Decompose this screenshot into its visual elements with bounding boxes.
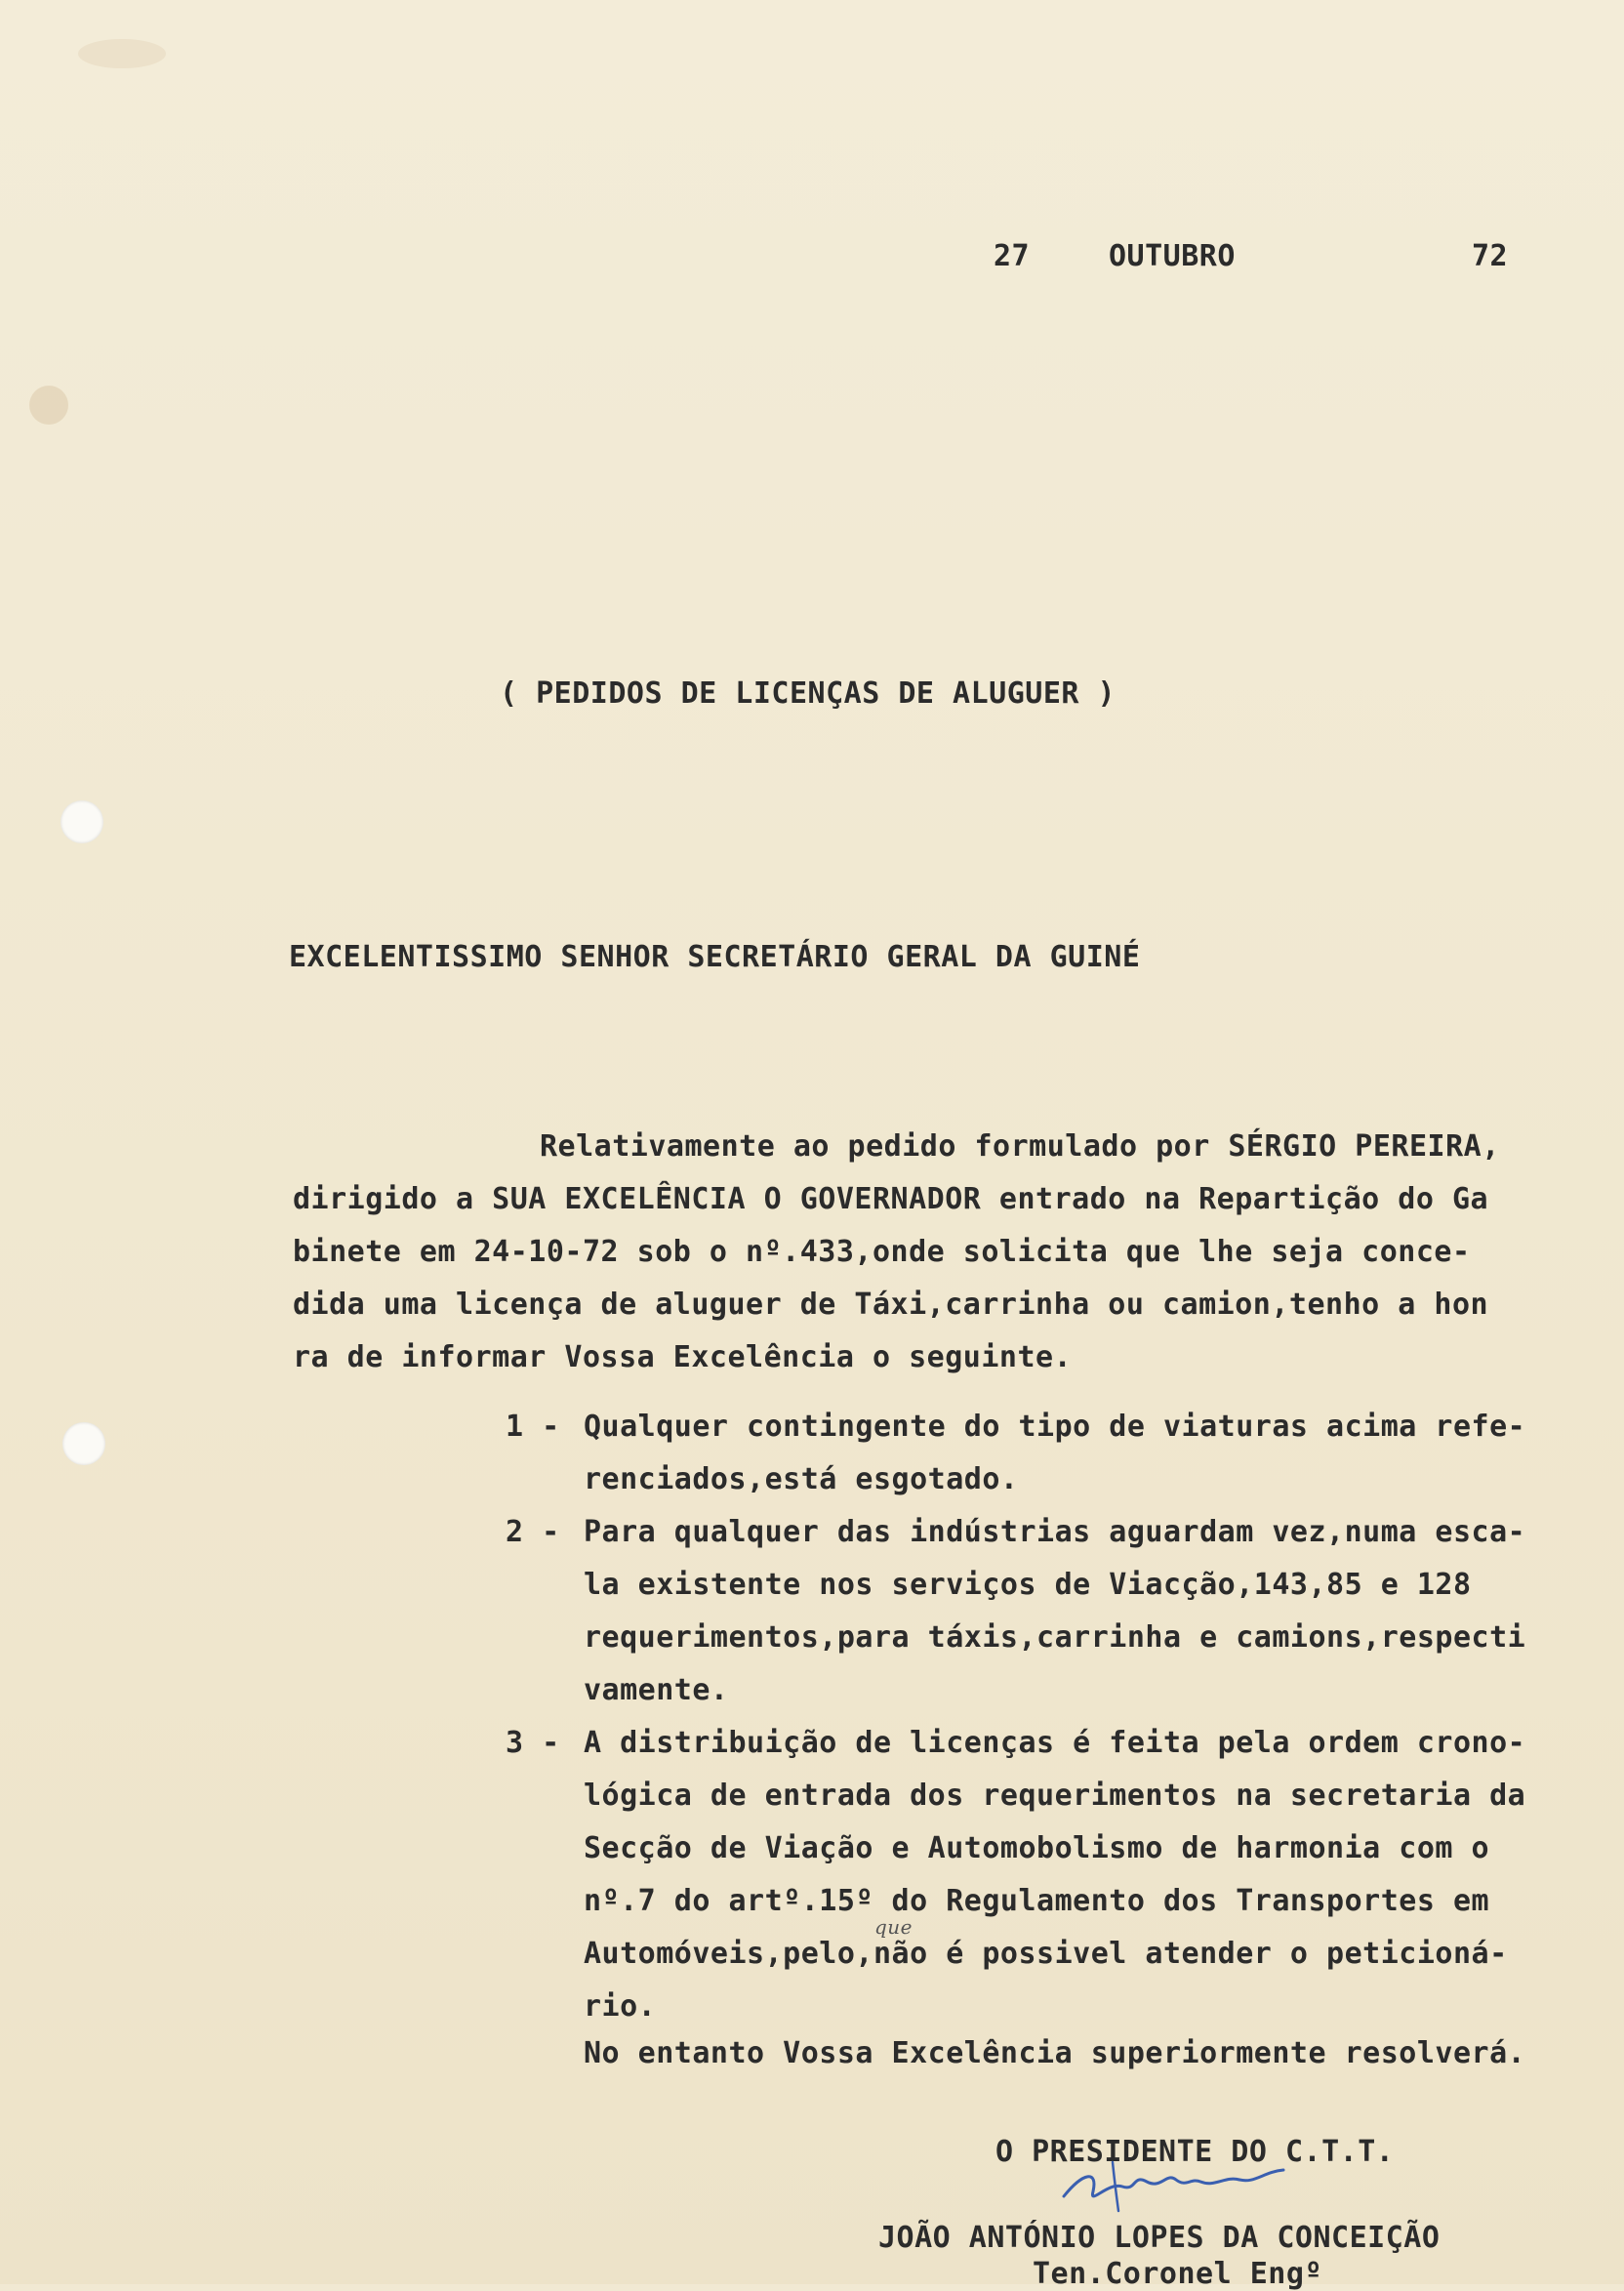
date-year: 72 xyxy=(1472,239,1509,273)
item-line: Automóveis,pelo,não é possivel atender o peticioná- xyxy=(584,1937,1508,1971)
item-line: la existente nos serviços de Viacção,143,85 e 128 xyxy=(584,1568,1472,1602)
signature-title: O PRESIDENTE DO C.T.T. xyxy=(995,2135,1395,2169)
subject-heading: ( PEDIDOS DE LICENÇAS DE ALUGUER ) xyxy=(500,676,1116,711)
item-line: nº.7 do artº.15º do Regulamento dos Transportes em xyxy=(584,1884,1490,1918)
item-line: lógica de entrada dos requerimentos na secretaria da xyxy=(584,1779,1526,1813)
intro-line: ra de informar Vossa Excelência o seguinte. xyxy=(293,1340,1073,1374)
date-month: OUTUBRO xyxy=(1109,239,1236,273)
item-number: 3 - xyxy=(506,1726,560,1760)
item-number: 1 - xyxy=(506,1410,560,1444)
intro-line: dida uma licença de aluguer de Táxi,carrinha ou camion,tenho a hon xyxy=(293,1288,1489,1322)
paper-stain xyxy=(78,39,166,68)
paper-stain xyxy=(29,386,68,425)
item-number: 2 - xyxy=(506,1515,560,1549)
intro-line: Relativamente ao pedido formulado por SÉRGIO PEREIRA, xyxy=(540,1129,1500,1164)
punch-hole xyxy=(62,1422,105,1465)
date-day: 27 xyxy=(994,239,1031,273)
addressee: EXCELENTISSIMO SENHOR SECRETÁRIO GERAL DA GUINÉ xyxy=(289,940,1141,974)
item-line: vamente. xyxy=(584,1673,729,1707)
item-line: Para qualquer das indústrias aguardam vez,numa esca- xyxy=(584,1515,1526,1549)
handwritten-insert: que xyxy=(874,1915,914,1939)
signatory-name: JOÃO ANTÓNIO LOPES DA CONCEIÇÃO xyxy=(878,2221,1441,2255)
handwritten-signature xyxy=(1054,2152,1298,2221)
item-line: rio. xyxy=(584,1989,657,2024)
item-line: requerimentos,para táxis,carrinha e camions,respecti xyxy=(584,1620,1526,1655)
intro-line: binete em 24-10-72 sob o nº.433,onde solicita que lhe seja conce- xyxy=(293,1235,1471,1269)
intro-line: dirigido a SUA EXCELÊNCIA O GOVERNADOR entrado na Repartição do Ga xyxy=(293,1182,1489,1216)
item-line: Qualquer contingente do tipo de viaturas acima refe- xyxy=(584,1410,1526,1444)
signatory-rank: Ten.Coronel Engº xyxy=(1033,2257,1322,2291)
punch-hole xyxy=(61,800,103,843)
closing-line: No entanto Vossa Excelência superiormente resolverá. xyxy=(584,2036,1526,2070)
item-line: renciados,está esgotado. xyxy=(584,1462,1019,1496)
item-line: A distribuição de licenças é feita pela ordem crono- xyxy=(584,1726,1526,1760)
item-line: Secção de Viação e Automobolismo de harmonia com o xyxy=(584,1831,1490,1865)
